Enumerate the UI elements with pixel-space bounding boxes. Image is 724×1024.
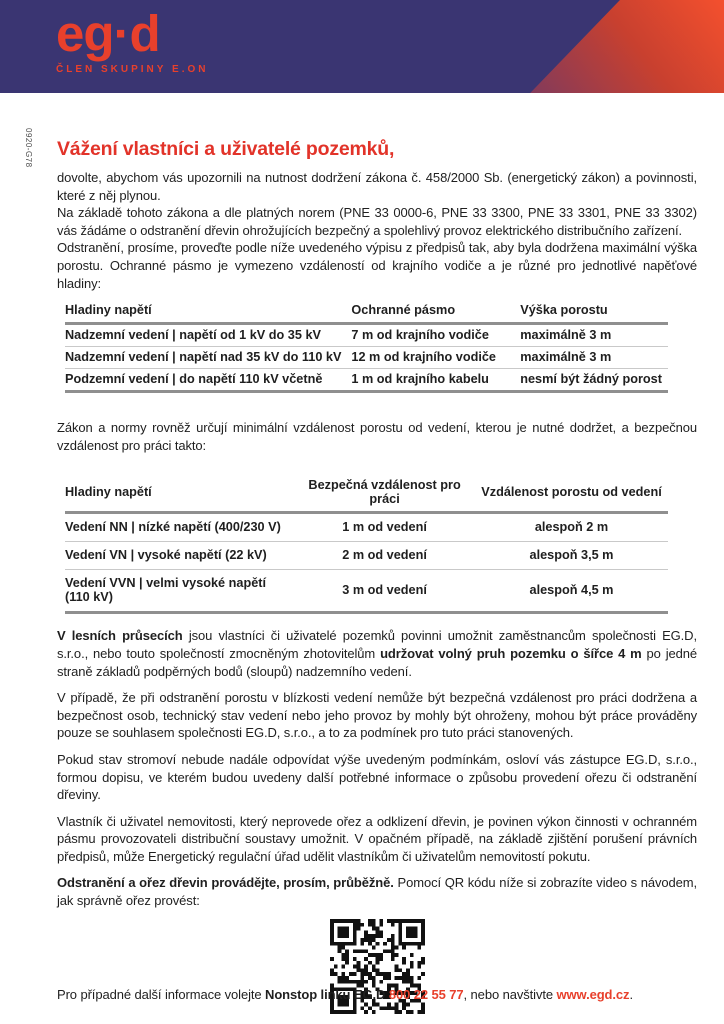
text-segment: . bbox=[629, 987, 633, 1002]
text-segment: udržovat volný pruh pozemku o šířce 4 m bbox=[380, 645, 642, 661]
paragraph bbox=[57, 204, 697, 239]
table-cell: Nadzemní vedení | napětí od 1 kV do 35 kV bbox=[65, 324, 351, 347]
table-row bbox=[65, 347, 668, 369]
paragraph bbox=[57, 751, 697, 804]
phone-number: 800 22 55 77 bbox=[388, 987, 464, 1002]
text-segment: po jedné straně základů podpěrných bodů (sloupů) nadzemního vedení. bbox=[57, 645, 697, 679]
column-header: Bezpečná vzdálenost pro práci bbox=[294, 476, 475, 513]
law-distance-paragraph bbox=[57, 419, 697, 454]
table-row bbox=[65, 570, 668, 613]
column-header: Hladiny napětí bbox=[65, 476, 294, 513]
paragraph bbox=[57, 813, 697, 866]
form-code: 0920-G78 bbox=[24, 128, 33, 168]
column-header: Výška porostu bbox=[520, 301, 668, 324]
protection-zone-table bbox=[65, 301, 668, 393]
column-header: Ochranné pásmo bbox=[351, 301, 520, 324]
table-cell: 12 m od krajního vodiče bbox=[351, 347, 520, 369]
table-cell: maximálně 3 m bbox=[520, 347, 668, 369]
column-header: Hladiny napětí bbox=[65, 301, 351, 324]
paragraph bbox=[57, 419, 697, 454]
text-segment: V případě, že při odstranění porostu v blízkosti vedení nemůže být bezpečná vzdálenost pro práci dodržena a bezpečnost osob, technický stav vedení nebo jeho provoz by mohly být ohroženy, mohou být práce prováděny pouze se souhlasem společnosti EG.D, s.r.o., a to za podmínek pro tuto práci stanovených. bbox=[57, 690, 697, 741]
egd-logo-tagline: ČLEN SKUPINY E.ON bbox=[56, 64, 209, 75]
text-segment: jsou vlastníci či uživatelé pozemků povinni umožnit zaměstnancům společnosti EG.D, s.r.o., nebo touto společností zmocněným zhotovitelům bbox=[57, 628, 697, 661]
text-segment: Na základě tohoto zákona a dle platných norem (PNE 33 0000-6, PNE 33 3300, PNE 33 3301, PNE 33 3302) vás žádáme o odstranění dřevin ohrožujících bezpečný a spolehlivý provoz elektrického distribučního zařízení. bbox=[57, 205, 697, 238]
egd-logo-text: eg·d bbox=[56, 5, 160, 62]
text-segment: Pomocí QR kódu níže si zobrazíte video s návodem, jak správně ořez provést: bbox=[57, 875, 697, 909]
table-cell: Vedení VN | vysoké napětí (22 kV) bbox=[65, 542, 294, 570]
table-row bbox=[65, 369, 668, 392]
table-cell: Nadzemní vedení | napětí nad 35 kV do 110 kV bbox=[65, 347, 351, 369]
qr-code bbox=[57, 919, 697, 1019]
nonstop-line-label: Nonstop linku EG.D bbox=[265, 987, 386, 1002]
table-cell: Vedení VVN | velmi vysoké napětí (110 kV) bbox=[65, 570, 294, 613]
table-row bbox=[65, 542, 668, 570]
paragraph bbox=[57, 874, 697, 909]
table-cell: maximálně 3 m bbox=[520, 324, 668, 347]
table-row bbox=[65, 324, 668, 347]
table-cell: alespoň 2 m bbox=[475, 513, 668, 542]
paragraph bbox=[57, 239, 697, 292]
page-title: Vážení vlastníci a uživatelé pozemků, bbox=[57, 138, 395, 160]
table-cell: 7 m od krajního vodiče bbox=[351, 324, 520, 347]
brand-diagonal-stripe bbox=[520, 0, 724, 93]
text-segment: dovolte, abychom vás upozornili na nutnost dodržení zákona č. 458/2000 Sb. (energetický zákon) a povinnosti, které z něj plynou. bbox=[57, 170, 697, 203]
text-segment: , nebo navštivte bbox=[463, 987, 557, 1002]
table-cell: 1 m od krajního kabelu bbox=[351, 369, 520, 392]
column-header: Vzdálenost porostu od vedení bbox=[475, 476, 668, 513]
text-segment: Pro případné další informace volejte bbox=[57, 987, 266, 1002]
table-row bbox=[65, 513, 668, 542]
footer-contact bbox=[57, 987, 633, 1002]
table-header-row bbox=[65, 301, 668, 324]
egd-logo bbox=[56, 5, 209, 75]
paragraph bbox=[57, 169, 697, 204]
table-cell: 3 m od vedení bbox=[294, 570, 475, 613]
text-segment: Vlastník či uživatel nemovitosti, který neprovede ořez a odklizení dřevin, je povinen výkon činnosti v ochranném pásmu provozovateli distribuční soustavy umožnit. V opačném případě, na základě zjištění porušení právních předpisů, může Energetický regulační úřad udělit vlastníkům či uživatelům nemovitostí pokutu. bbox=[57, 813, 697, 864]
table-cell: 2 m od vedení bbox=[294, 542, 475, 570]
table-cell: nesmí být žádný porost bbox=[520, 369, 668, 392]
text-segment: Odstranění a ořez dřevin provádějte, prosím, průběžně. bbox=[57, 875, 394, 891]
text-segment: Odstranění, prosíme, proveďte podle níže uvedeného výpisu z předpisů tak, aby byla dodržena maximální výška porostu. Ochranné pásmo je vymezeno vzdáleností od krajního vodiče a je různé pro jednotlivé napěťové hladiny: bbox=[57, 240, 697, 291]
text-segment: Zákon a normy rovněž určují minimální vzdálenost porostu od vedení, kterou je nutné dodržet, a bezpečnou vzdálenost pro práci takto: bbox=[57, 420, 697, 453]
table-cell: Vedení NN | nízké napětí (400/230 V) bbox=[65, 513, 294, 542]
paragraph bbox=[57, 627, 697, 680]
body-paragraphs bbox=[57, 627, 697, 909]
text-segment: Pokud stav stromoví nebude nadále odpovídat výše uvedeným podmínkám, osloví vás zástupce EG.D, s.r.o., formou dopisu, ve kterém budou uvedeny další potřebné informace o způsobu provedení ořezu či odstranění dřeviny. bbox=[57, 751, 697, 803]
table-cell: Podzemní vedení | do napětí 110 kV včetně bbox=[65, 369, 351, 392]
header-banner bbox=[0, 0, 724, 93]
letter-body bbox=[57, 138, 697, 1019]
intro-paragraphs bbox=[57, 169, 697, 292]
table-cell: alespoň 3,5 m bbox=[475, 542, 668, 570]
table-cell: alespoň 4,5 m bbox=[475, 570, 668, 613]
text-segment: V lesních průsecích bbox=[57, 628, 183, 644]
website-link[interactable]: www.egd.cz bbox=[556, 987, 630, 1002]
table-cell: 1 m od vedení bbox=[294, 513, 475, 542]
paragraph bbox=[57, 689, 697, 742]
safe-work-distance-table bbox=[65, 476, 668, 614]
table-header-row bbox=[65, 476, 668, 513]
